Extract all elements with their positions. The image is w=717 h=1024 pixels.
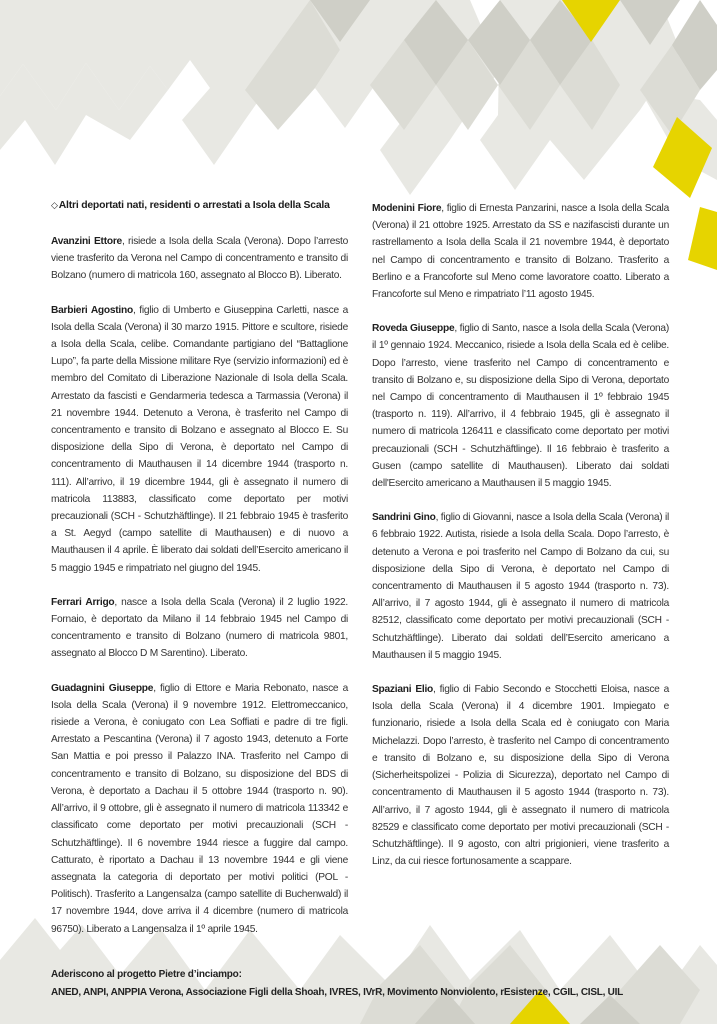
biography-text: , figlio di Santo, nasce a Isola della Scala (Verona) il 1º gennaio 1924. Meccanico, risiede a Isola della Scala ed è celibe. Dopo l’arresto, viene trasferito nel Campo di concentramento e transito di Bolzano e, su disposizione della Sipo di Verona, deportato nel Campo di concentramento di Mauthausen il 1º febbraio 1945 (trasporto n. 119). All’arrivo, il 4 febbraio 1945, gli è assegnato il numero di matricola 126411 e classificato come deportato per motivi precauzionali (SCH - Schutzhäftlinge). Il 16 febbraio è trasferito a Gusen (campo satellite di Mauthausen). Liberato dai soldati dell'Esercito americano a Mauthausen il 5 maggio 1945. xyxy=(372,323,669,490)
person-name: Spaziani Elio xyxy=(372,684,434,696)
person-name: Avanzini Ettore xyxy=(51,236,122,247)
person-name: Ferrari Arrigo xyxy=(51,596,115,608)
biography-text: , figlio di Giovanni, nasce a Isola della Scala (Verona) il 6 febbraio 1922. Autista, risiede a Isola della Scala. Dopo l’arresto, è detenuto a Verona e poi trasferito nel Campo di Bolzano da cui, su disposizione della Sipo di Verona, è deportato nel Campo di concentramento di Mauthausen il 5 agosto 1944 (trasporto n. 73). All’arrivo, il 7 agosto 1944, gli è assegnato il numero di matricola 82512, classificato come deportato per motivi precauzionali (SCH - Schutzhäftlinge). Liberato dai soldati dell’Esercito americano a Mauthausen il 5 maggio 1945. xyxy=(372,512,669,661)
biography-text: , figlio di Ettore e Maria Rebonato, nasce a Isola della Scala (Verona) il 9 novembre 1912. Elettromeccanico, risiede a Verona, è coniugato con Lea Soffiati e padre di tre figli. Arrestato a Pescantina (Verona) il 7 agosto 1943, detenuto a Forte San Mattia e poi presso il Palazzo INA. Trasferito nel Campo di concentramento e transito di Bolzano, su disposizione del BDS di Verona, è deportato a Dachau il 5 ottobre 1944 (trasporto n. 90). All’arrivo, il 9 ottobre, gli è assegnato il numero di matricola 113342 e classificato come deportato per motivi precauzionali (SCH - Schutzhäftlinge). Il 6 novembre 1944 riesce a fuggire dal campo. Catturato, è riportato a Dachau il 13 novembre 1944 e gli viene assegnata la categoria di deportato per motivi politici (POL - Politisch). Trasferito a Langensalza (campo satellite di Buchenwald) il 17 novembre 1944, dove arriva il 4 dicembre (numero di matricola 96750). Liberato a Langensalza il 1º aprile 1945. xyxy=(51,682,348,935)
footer-supporters xyxy=(51,966,671,1002)
right-column xyxy=(372,200,669,887)
biography-entry xyxy=(372,509,669,664)
biography-entry xyxy=(51,594,348,663)
person-name: Sandrini Gino xyxy=(372,512,436,524)
biography-text: , figlio di Umberto e Giuseppina Carletti, nasce a Isola della Scala (Verona) il 30 marzo 1915. Pittore e scultore, risiede a Isola della Scala, celibe. Comandante partigiano del “Battaglione Lupo”, fa parte della Missione militare Rye (servizio informazioni) ed è membro del Comitato di Liberazione Nazionale di Isola della Scala. Arrestato da fascisti e Gendarmeria tedesca a Tarmassia (Verona) il 21 novembre 1944. Detenuto a Verona, è trasferito nel Campo di concentramento e transito di Bolzano e assegnato al Blocco E. Su disposizione della Sipo di Verona, è deportato nel Campo di concentramento di Mauthausen il 14 dicembre 1944 (trasporto n. 111). All’arrivo, il 19 dicembre 1944, gli è assegnato il numero di matricola 113883, classificato come deportato per motivi precauzionali (SCH - Schutzhäftlinge). Il 21 febbraio 1945 è trasferito a St. Aegyd (campo satellite di Mauthausen) e di nuovo a Mauthausen il 4 aprile. È liberato dai soldati dell’Esercito americano il 5 maggio 1945 e rimpatriato nel giugno del 1945. xyxy=(51,304,349,574)
person-name: Modenini Fiore xyxy=(372,203,442,214)
biography-entry xyxy=(51,680,348,938)
left-column xyxy=(51,200,348,955)
person-name: Barbieri Agostino xyxy=(51,304,133,316)
biography-entry xyxy=(372,320,669,492)
person-name: Guadagnini Giuseppe xyxy=(51,682,154,694)
biography-entry xyxy=(51,233,348,285)
biography-text: , risiede a Isola della Scala (Verona). Dopo l’arresto viene trasferito da Verona nel Campo di concentramento e transito di Bolzano (numero di matricola 160, assegnato al Blocco B). Liberato. xyxy=(51,236,348,282)
person-name: Roveda Giuseppe xyxy=(372,323,455,335)
section-title xyxy=(51,200,348,211)
biography-entry xyxy=(372,681,669,870)
biography-text: , figlio di Fabio Secondo e Stocchetti Eloisa, nasce a Isola della Scala (Verona) il 4 dicembre 1901. Impiegato e funzionario, risiede a Isola della Scala ed è coniugato con Maria Michelazzi. Dopo l’arresto, è trasferito nel Campo di concentramento e transito di Bolzano e, su disposizione della Sipo di Verona (Sicherheitspolizei - Polizia di Sicurezza), deportato nel Campo di concentramento di Mauthausen il 5 agosto 1944 (trasporto n. 73). All’arrivo, il 7 agosto 1944, gli è assegnato il numero di matricola 82529 e classificato come deportato per motivi precauzionali (SCH - Schutzhäftlinge). Il 9 agosto, con altri prigionieri, viene trasferito a Linz, da cui riesce fortunosamente a scappare. xyxy=(372,684,669,868)
supporters-label: Aderiscono al progetto Pietre d’inciampo: xyxy=(51,969,242,980)
section-title-text: Altri deportati nati, residenti o arrestati a Isola della Scala xyxy=(58,200,330,211)
biography-text: , nasce a Isola della Scala (Verona) il 2 luglio 1922. Fornaio, è deportato da Milano il 14 febbraio 1945 nel Campo di concentramento e transito di Bolzano (numero di matricola 9801, assegnato al Blocco D M Sarentino). Liberato. xyxy=(51,596,349,660)
biography-text: , figlio di Ernesta Panzarini, nasce a Isola della Scala (Verona) il 21 ottobre 1925. Arrestato da SS e nazifascisti durante un rastrellamento a Isola della Scala il 21 novembre 1944, è deportato nel Campo di concentramento e transito di Bolzano. Trasferito a Berlino e a Francoforte sul Meno come lavoratore coatto. Liberato a Francoforte sul Meno e rimpatriato l’11 agosto 1945. xyxy=(372,203,669,301)
biography-entry xyxy=(372,200,669,303)
diamond-bullet-icon: ◇ xyxy=(51,200,58,210)
supporters-list: ANED, ANPI, ANPPIA Verona, Associazione Figli della Shoah, IVRES, IVrR, Movimento Nonviolento, rEsistenze, CGIL, CISL, UIL xyxy=(51,987,624,998)
biography-entry xyxy=(51,302,348,577)
